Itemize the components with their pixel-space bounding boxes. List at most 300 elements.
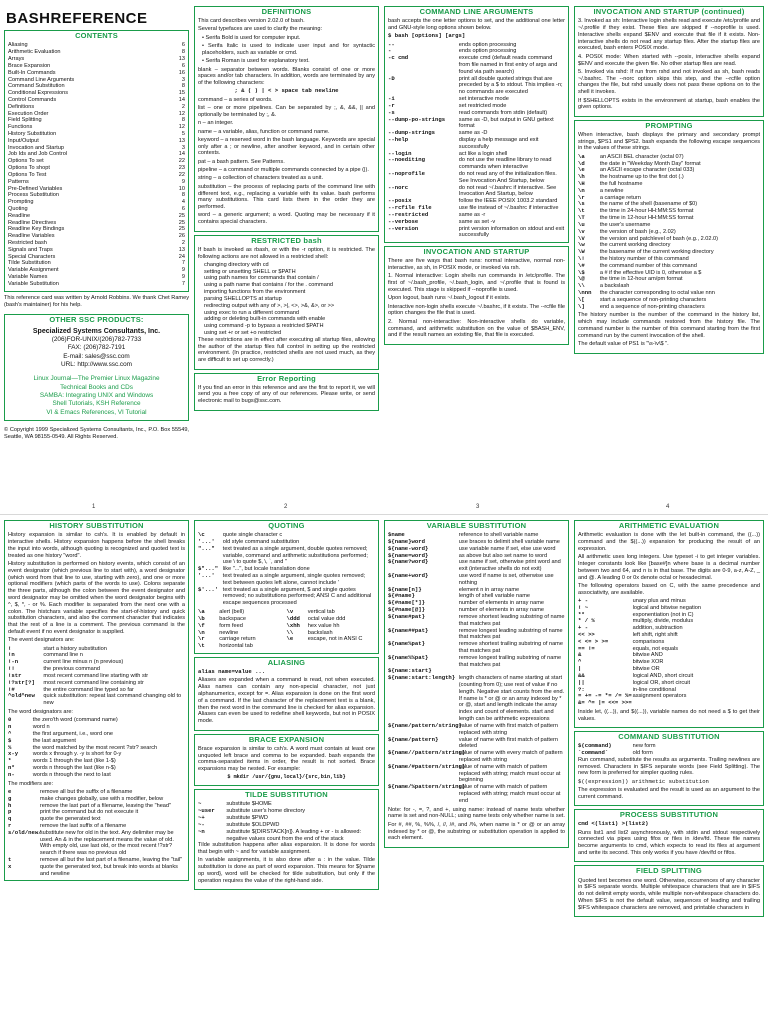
cmdline-option-key: --restricted	[388, 210, 429, 218]
definitions-word: word – a generic argument; a word. Quoting may be necessary if it contains special characters.	[198, 212, 375, 226]
contents-item-row	[8, 117, 185, 124]
restricted-note: These restrictions are in effect after executing all startup files, allowing the author of the startup files full control in setting up the restricted environment. (In practice, restricted shells are not used much, as they are difficult to set up correctly.)	[198, 336, 375, 364]
cmdline-option-key: --noediting	[388, 156, 425, 164]
cmdline-option-value: do not use the readline library to read commands when interactive	[458, 157, 552, 171]
company-phone: (206)FOR-UNIX/(206)782-7733	[51, 336, 142, 344]
contents-item-row	[8, 56, 185, 63]
escape-key: \v	[286, 608, 294, 616]
errors-text: If you find an error in this reference and are the first to report it, we will send you a free copy of any of our references. Please write, or send electronic mail to bugs@ssc.com.	[198, 384, 375, 405]
fieldsplit-heading: FIELD SPLITTING	[633, 866, 705, 875]
varsub-value	[459, 668, 565, 675]
arith-op-key: = += -= *= /= %= &= ^= |= <<= >>=	[578, 692, 632, 707]
arith-section	[574, 520, 764, 728]
column-6	[194, 520, 379, 1022]
tilde-p2: In variable assignments, it is also done after a : in the value. Tilde substitution is done as part of word expansion. This means for ${name op word}, word will be checked for tilde substitution, but only if the operation requires the value of the right-hand side.	[198, 857, 375, 884]
cmdline-option-key: -c cmd	[388, 54, 409, 62]
contents-item-value: 25	[178, 226, 185, 233]
history-event-row	[8, 666, 185, 673]
contents-item-key: Control Commands	[8, 96, 57, 103]
escape-key: \b	[198, 614, 205, 622]
prompt-escape-row	[578, 256, 760, 263]
prompt-escape-key: \a	[578, 152, 585, 160]
arith-op-value: multiply, divide, modulus	[632, 618, 694, 625]
prompting-history: The history number is the number of the command in the history list, which may include commands restored from the history file. The command number is the number of this command starting from the first command run by the current invocation of the shell.	[578, 312, 760, 339]
page-number-3: 3	[476, 504, 480, 510]
escape-key: \r	[198, 635, 205, 643]
varsub-value: remove shortest leading substring of name that matches pat	[458, 613, 565, 627]
prompt-escape-value: the version of bash (e.g., 2.02)	[599, 228, 676, 235]
contents-item-key: Arithmetic Evaluation	[8, 49, 61, 56]
prompt-escape-value: the current working directory	[599, 242, 671, 249]
history-modifier-key: g	[8, 794, 12, 802]
quote-row	[198, 587, 375, 607]
contents-item-value: 14	[178, 96, 185, 103]
varsub-value: value of name with first match of pattern deleted	[458, 736, 558, 750]
products-heading: OTHER SSC PRODUCTS:	[46, 315, 146, 324]
prompt-escape-row	[578, 161, 760, 168]
cmdline-option-row	[388, 96, 565, 103]
varsub-key: ${#name[@]}	[388, 606, 425, 614]
prompt-escape-row	[578, 249, 760, 256]
brace-text: Brace expansion is similar to csh's. A word must contain at least one unquoted left brace and comma to be expanded. bash expands the comma-separated items in order, the result is not sorted. Brace expansions may be nested. For example:	[198, 745, 375, 773]
history-modifier-key: h	[8, 801, 12, 809]
arith-op-value: logical AND, short circuit	[632, 672, 694, 679]
varsub-key: ${name#pat}	[388, 612, 425, 620]
varsub-value: use braces to delimit shell variable name	[458, 538, 560, 545]
prompt-escape-value: a backslash	[599, 283, 630, 290]
restricted-item: using set +r or set +o restricted	[204, 329, 282, 336]
quote-key: '...'	[198, 572, 215, 580]
varsub-heading: VARIABLE SUBSTITUTION	[424, 521, 529, 530]
prompt-escape-value: the date in "Weekday Month Day" format	[599, 160, 701, 167]
contents-item-key: Quoting	[8, 205, 28, 212]
contents-item-key: Special Characters	[8, 253, 56, 260]
prompt-escape-key: \w	[578, 241, 585, 249]
page-number-4: 4	[666, 504, 670, 510]
restricted-item: using path names for commands that contain /	[204, 275, 319, 282]
prompt-escape-key: \V	[578, 234, 585, 242]
definitions-name: name – a variable, alias, function or command name.	[198, 128, 330, 135]
arith-op-value: exponentiation (not in C)	[632, 611, 694, 618]
contents-item-row	[8, 179, 185, 186]
prompt-escape-row	[578, 195, 760, 202]
prompt-escape-row	[578, 236, 760, 243]
prompt-escape-row	[578, 276, 760, 283]
prompt-escape-row	[578, 242, 760, 249]
company-email: E-mail: sales@ssc.com	[63, 352, 130, 360]
history-modifier-value: remove the last part of a filename, leaving the "head"	[39, 802, 172, 809]
varsub-value: remove longest trailing substring of name that matches pat	[458, 654, 562, 668]
arith-op-value: logical and bitwise negation	[632, 604, 702, 611]
arith-op-value: bitwise AND	[632, 652, 663, 659]
arith-op-row	[578, 625, 760, 632]
contents-item-key: Tilde Substitution	[8, 260, 51, 267]
prompt-escape-key: \[	[578, 295, 585, 303]
company-url: URL: http://www.ssc.com	[60, 361, 133, 369]
prompt-escape-value: the command number of this command	[599, 262, 697, 269]
history-word-value: words 1 through the last (like 1-$)	[32, 758, 116, 765]
varsub-row	[388, 737, 565, 751]
restricted-list	[198, 262, 375, 337]
brace-example: $ mkdir /usr/{gnu,local}/{src,bin,lib}	[227, 774, 346, 781]
arith-heading: ARITHMETIC EVALUATION	[616, 521, 722, 530]
escape-value: hex value hh	[307, 622, 340, 629]
arith-op-row	[578, 598, 760, 605]
prompt-escape-key: \$	[578, 268, 585, 276]
column-5	[4, 520, 189, 1022]
cmdline-option-key: --norc	[388, 183, 409, 191]
prompt-escape-key: \@	[578, 275, 585, 283]
errors-section	[194, 373, 379, 411]
escape-value: newline	[219, 629, 239, 636]
cmdline-option-value: do not read ~/.bashrc if interactive. See Invocation And Startup, below	[458, 184, 557, 198]
varsub-key: ${name?word}	[388, 558, 429, 566]
history-word-row	[8, 745, 185, 752]
escape-key: \\	[286, 628, 294, 636]
definitions-version: This card describes version 2.02.0 of bash.	[198, 18, 305, 25]
prompt-escape-row	[578, 263, 760, 270]
cmdline-option-value: follow the IEEE POSIX 1003.2 standard	[458, 198, 558, 205]
contents-item-key: Field Splitting	[8, 117, 42, 124]
varsub-note2: For #, ##, %, %%, /, //, /#, and /%, when name is * or @ or an array indexed by * or @, the substring or substitution operation is applied to each element.	[388, 821, 565, 842]
history-words-label: The word designators are:	[8, 708, 73, 715]
arith-op-row	[578, 680, 760, 687]
varsub-value: as above but also set name to word	[458, 552, 548, 559]
history-modifier-key: t	[8, 856, 12, 864]
procsub-section	[574, 809, 764, 862]
quote-row	[198, 532, 375, 539]
varsub-key: ${name-word}	[388, 544, 429, 552]
tilde-value: substitute $OLDPWD	[226, 821, 280, 828]
contents-item-value: 13	[178, 246, 185, 253]
cmdsub-row	[578, 750, 760, 757]
prompt-escape-value: the time in 12-hour am/pm format	[599, 276, 683, 283]
prompt-escape-value: the full hostname	[599, 181, 643, 188]
contents-item-value: 2	[181, 240, 185, 246]
varsub-value: value of name with match of pattern replaced with string; match must occur at end	[458, 784, 561, 804]
varsub-key: ${name:start}	[388, 667, 432, 675]
varsub-row	[388, 655, 565, 669]
prompt-escape-value: a # if the effective UID is 0, otherwise a $	[599, 269, 702, 276]
prompt-escape-key: \\	[578, 282, 585, 290]
history-modifier-value: substitute new for old in the text. Any delimiter may be used. An & in the replacement means the value of old. With empty old, use last old, or the most recent !?str? search if there was no previous old	[39, 829, 174, 857]
tilde-row	[198, 829, 375, 843]
history-word-row	[8, 751, 185, 758]
history-word-row	[8, 738, 185, 745]
contents-item-key: Readline	[8, 212, 31, 219]
restricted-item: using exec to run a different command	[204, 309, 300, 316]
prompt-escape-value: a carriage return	[599, 194, 641, 201]
history-word-value: the last argument	[32, 737, 76, 744]
company-fax: FAX: (206)782-7191	[67, 344, 126, 352]
history-event-key: !-n	[8, 658, 19, 666]
history-modifier-value: print the command but do not execute it	[39, 809, 139, 816]
prompt-escape-row	[578, 181, 760, 188]
contents-item-value: 25	[178, 219, 185, 226]
contents-item-row	[8, 240, 185, 247]
contents-item-key: Variable Names	[8, 274, 48, 281]
quoting-escapes	[198, 609, 375, 650]
history-p2: History substitution is performed on history events, which consist of an event designator (which previous line to start with), a word designator (which word from that line to use, starting with zero), and one or more optional modifiers (which parts of the words to use). Colons separate the three parts, although the colon between the event designator and word designator may be omitted when the word designator begins with ^, $, *, - or %. Each modifier is separated from the next one with a colon. The histchars variable specifies the start-of-history and quick substitution characters, and also the comment character that indicates that the rest of a line is a comment. The previous command is the default event if no event designator is supplied.	[8, 560, 185, 636]
cmdline-option-key: -D	[388, 74, 395, 82]
definitions-list: list – one or more pipelines. Can be separated by ;, &, &&, || and optionally be terminated by ;, &.	[198, 105, 375, 118]
cmdsub-heading: COMMAND SUBSTITUTION	[615, 732, 723, 741]
prompt-escape-row	[578, 201, 760, 208]
contents-item-row	[8, 172, 185, 179]
contents-item-row	[8, 247, 185, 254]
varsub-key: ${#name[*]}	[388, 599, 425, 607]
cmdsub-value: new form	[632, 743, 656, 750]
contents-item-value: 24	[178, 253, 185, 260]
cmdsub-p3: The expression is evaluated and the result is used as an argument to the current command.	[578, 787, 760, 800]
arith-op-row	[578, 618, 760, 625]
quoting-section	[194, 520, 379, 654]
varsub-key: $name	[388, 531, 405, 539]
varsub-key: ${name[n]}	[388, 585, 422, 593]
cmdline-option-value: same as -r	[458, 211, 486, 218]
history-modifier-row	[8, 816, 185, 823]
prompt-escape-value: an ASCII escape character (octal 033)	[599, 167, 695, 174]
history-event-value: start a history substitution	[43, 645, 107, 652]
cmdline-option-row	[388, 137, 565, 151]
history-word-key: n*	[8, 763, 15, 771]
prompt-escape-row	[578, 290, 760, 297]
varsub-value: number of elements in array name	[458, 600, 544, 607]
prompt-escape-value: end a sequence of non-printing characters	[599, 303, 705, 310]
cmdline-option-row	[388, 226, 565, 240]
prompt-escape-row	[578, 297, 760, 304]
definitions-pipeline: pipeline – a command or multiple commands connected by a pipe (|).	[198, 167, 369, 174]
cmdline-option-row	[388, 103, 565, 110]
brace-heading: BRACE EXPANSION	[246, 735, 327, 744]
history-modifier-value: make changes globally, use with s modifier, below	[39, 795, 164, 802]
history-word-value: the word matched by the most recent ?str? search	[32, 744, 158, 751]
contents-item-value: 5	[181, 131, 185, 137]
contents-item-value: 9	[181, 178, 185, 185]
history-modifier-row	[8, 809, 185, 816]
cmdline-option-key: --version	[388, 224, 419, 232]
contents-item-key: Execution Order	[8, 110, 49, 117]
contents-item-value: 23	[178, 165, 185, 172]
contents-item-row	[8, 226, 185, 233]
history-word-key: n-	[8, 770, 15, 778]
definitions-substitution: substitution – the process of replacing parts of the command line with different text, e.g., replacing a variable with its value. bash performs many substitutions. This card lists them in the order they are performed.	[198, 183, 375, 211]
history-event-value: current line minus n (n previous)	[43, 659, 124, 666]
contents-item-value: 3	[181, 144, 185, 151]
history-section	[4, 520, 189, 881]
history-modifier-row	[8, 830, 185, 857]
history-modifier-value: quote the generated text	[39, 816, 101, 823]
arith-operators	[578, 598, 760, 707]
arith-op-row	[578, 666, 760, 673]
varsub-value: number of elements in array name	[458, 607, 544, 614]
tilde-key: ~+	[198, 814, 205, 822]
history-event-row	[8, 659, 185, 666]
cmdline-option-row	[388, 185, 565, 199]
cmdline-intro: bash accepts the one letter options to set, and the additional one letter and GNU-style long options shown below.	[388, 18, 565, 31]
cmdline-option-key: --posix	[388, 197, 412, 205]
cmdline-option-row	[388, 130, 565, 137]
column-7	[384, 520, 569, 1022]
arith-op-row	[578, 646, 760, 653]
contents-item-row	[8, 49, 185, 56]
history-word-row	[8, 717, 185, 724]
arith-op-key: ! ~	[578, 603, 589, 611]
history-word-key: %	[8, 743, 12, 751]
varsub-row	[388, 614, 565, 628]
contents-item-key: Readline Directives	[8, 219, 57, 226]
cmdline-option-value: do not read any of the initialization files. See Invocation And Startup, below	[458, 171, 557, 184]
definitions-typefaces: Several typefaces are used to clarify the meaning:	[198, 26, 323, 33]
quote-value: old style command substitution	[222, 538, 300, 545]
escape-value: horizontal tab	[219, 643, 253, 650]
tilde-value: substitute ${DIRSTACK[n]}. A leading + or - is allowed: negative values count from the end of the stack	[226, 828, 361, 842]
quote-value: text treated as a single argument, double quotes removed; variable, command and arithmetic substitutions performed; use \ to quote $, \, `, and "	[222, 545, 368, 566]
quoting-heading: QUOTING	[265, 521, 307, 530]
arith-op-row	[578, 652, 760, 659]
varsub-key: ${#name}	[388, 592, 415, 600]
contents-item-row	[8, 90, 185, 97]
varsub-value: value of name with every match of pattern replaced with string	[458, 750, 563, 763]
cmdline-option-row	[388, 76, 565, 96]
cmdline-option-key: --help	[388, 135, 409, 143]
prompt-escape-key: \d	[578, 159, 585, 167]
escape-key: \e	[286, 635, 294, 643]
history-event-value: most recent command line containing str	[43, 679, 144, 686]
cmdline-usage: $ bash [options] [args]	[388, 32, 466, 40]
definitions-bullet-3: • Serifa Roman is used for explanatory text.	[202, 58, 310, 65]
varsub-section	[384, 520, 569, 848]
invocation-section	[384, 246, 569, 345]
prompt-escape-key: \T	[578, 214, 585, 222]
quote-key: \c	[198, 531, 205, 539]
contents-item-key: Built-In Commands	[8, 69, 56, 76]
definitions-blank: blank – separator between words. Blanks consist of one or more spaces and/or tab characters. In addition, words are terminated by any of the following characters:	[198, 66, 375, 87]
restricted-item: parsing SHELLOPTS at startup	[204, 295, 282, 302]
tilde-value: substitute $HOME	[226, 801, 272, 808]
products-section	[4, 314, 189, 421]
contents-item-row	[8, 124, 185, 131]
prompt-escape-value: the version and patchlevel of bash (e.g., 2.02.0)	[599, 235, 718, 242]
cmdline-option-key: --	[388, 40, 395, 48]
contents-item-row	[8, 213, 185, 220]
contents-item-key: Options To shopt	[8, 165, 50, 172]
history-word-value: the zero'th word (command name)	[32, 717, 118, 724]
tilde-row	[198, 801, 375, 808]
brace-section	[194, 734, 379, 787]
contents-item-value: 10	[178, 185, 185, 192]
escape-value: carriage return	[219, 636, 256, 643]
history-event-key: !#	[8, 685, 15, 693]
cmdline-option-value: print all double quoted strings that are preceded by a $ to stdout. This implies -n; no commands are executed	[458, 75, 563, 96]
prompt-escape-row	[578, 283, 760, 290]
definitions-heading: DEFINITIONS	[259, 7, 315, 16]
invocation-cont-p1: 3. Invoked as sh: Interactive login shells read and execute /etc/profile and ~/.profile if they exist. These files are skipped if --noprofile is used. Interactive shells expand $ENV and execute that file if it exists. Non-interactive shells do not read any startup files. After the startup files are executed, bash enters POSIX mode.	[578, 18, 760, 52]
tilde-value: substitute $PWD	[226, 815, 268, 822]
history-event-value: quick substitution: repeat last command changing old to new	[43, 693, 182, 707]
tilde-row	[198, 822, 375, 829]
contents-item-row	[8, 145, 185, 152]
history-word-key: ^	[8, 729, 12, 737]
restricted-item: redirecting output with any of >, >|, <>, >&, &>, or >>	[204, 302, 335, 309]
procsub-usage: cmd <(list1) >(list2)	[578, 820, 649, 828]
contents-section	[4, 30, 189, 291]
contents-item-key: Readline Key Bindings	[8, 226, 65, 233]
cmdline-option-value: same as set -v	[458, 218, 496, 225]
arith-op-key: == !=	[578, 644, 595, 652]
product-line-3: SAMBA: Integrating UNIX and Windows	[39, 392, 154, 400]
history-modifiers	[8, 789, 185, 878]
varsub-value: remove shortest trailing substring of name that matches pat	[458, 641, 563, 654]
varsub-value: element n in array name	[458, 586, 520, 593]
arith-op-row	[578, 612, 760, 619]
prompt-escape-key: \u	[578, 220, 585, 228]
prompt-escape-row	[578, 174, 760, 181]
quote-value: like "...", but locale translation done	[222, 566, 310, 573]
history-event-key: !?str[?]	[8, 678, 35, 686]
escape-value: form feed	[219, 622, 243, 629]
column-3	[384, 6, 569, 511]
history-word-key: *	[8, 757, 12, 765]
varsub-key: ${name//pattern/string}	[388, 749, 466, 757]
varsub-key: ${name/pattern/string}	[388, 721, 462, 729]
history-heading: HISTORY SUBSTITUTION	[46, 521, 146, 530]
prompt-escape-value: the basename of the current working directory	[599, 249, 714, 256]
contents-item-value: 26	[178, 233, 185, 240]
restricted-intro: If bash is invoked as rbash, or with the -r option, it is restricted. The following actions are not allowed in a restricted shell:	[198, 246, 375, 260]
varsub-row	[388, 784, 565, 804]
history-modifier-row	[8, 789, 185, 796]
history-word-key: x-y	[8, 750, 19, 758]
arith-op-key: < <= > >=	[578, 637, 609, 645]
prompt-escape-key: \t	[578, 207, 585, 215]
contents-item-value: 9	[181, 267, 185, 274]
history-event-row	[8, 680, 185, 687]
arith-op-value: bitwise XOR	[632, 659, 664, 666]
prompt-escape-key: \#	[578, 261, 585, 269]
prompt-escape-key: \W	[578, 248, 585, 256]
aliasing-usage: alias name=value ...	[198, 668, 266, 676]
escape-key: \t	[198, 642, 205, 650]
history-word-key: n	[8, 723, 12, 731]
history-modifier-value: remove the last suffix of a filename	[39, 822, 127, 829]
varsub-value: use variable name if set, else use word	[458, 545, 556, 552]
invocation-cont-p2: 4. POSIX mode: When started with --posix, interactive shells expand $ENV and execute the given file. No other startup files are read.	[578, 53, 760, 67]
invocation-cont-p3: 5. Invoked via rshd: If run from rshd and not invoked as sh, bash reads ~/.bashrc. The --norc option skips this step, and the --rcfile option changes the file, but rshd usually does not pass these options on to the shell it invokes.	[578, 68, 760, 96]
restricted-item: changing directory with cd	[204, 261, 269, 268]
prompt-escape-key: \]	[578, 302, 585, 310]
prompting-escapes	[578, 154, 760, 311]
contents-item-key: Definitions	[8, 103, 35, 110]
prompting-intro: When interactive, bash displays the primary and secondary prompt strings, $PS1 and $PS2. bash expands the following escape sequences in the values of these strings.	[578, 131, 760, 152]
contents-item-row	[8, 42, 185, 49]
varsub-key: ${name:start:length}	[388, 674, 456, 682]
contents-item-row	[8, 260, 185, 267]
contents-item-value: 6	[181, 62, 185, 69]
contents-item-value: 6	[181, 42, 185, 49]
escape-key	[286, 643, 307, 650]
contents-item-value: 14	[178, 151, 185, 158]
cmdline-option-key: --verbose	[388, 217, 419, 225]
varsub-key: ${name}word	[388, 537, 425, 545]
contents-item-key: Aliasing	[8, 42, 28, 49]
varsub-key: ${name+word}	[388, 572, 429, 580]
contents-item-value: 9	[181, 274, 185, 281]
page-number-2: 2	[284, 504, 288, 510]
contents-item-row	[8, 111, 185, 118]
history-word-row	[8, 765, 185, 772]
invocation-p2: 1. Normal interactive: Login shells run commands in /etc/profile. The first of ~/.bash_profile, ~/.bash_login, and ~/.profile that is found is executed. This stage is skipped if --noprofile is used.	[388, 273, 565, 294]
